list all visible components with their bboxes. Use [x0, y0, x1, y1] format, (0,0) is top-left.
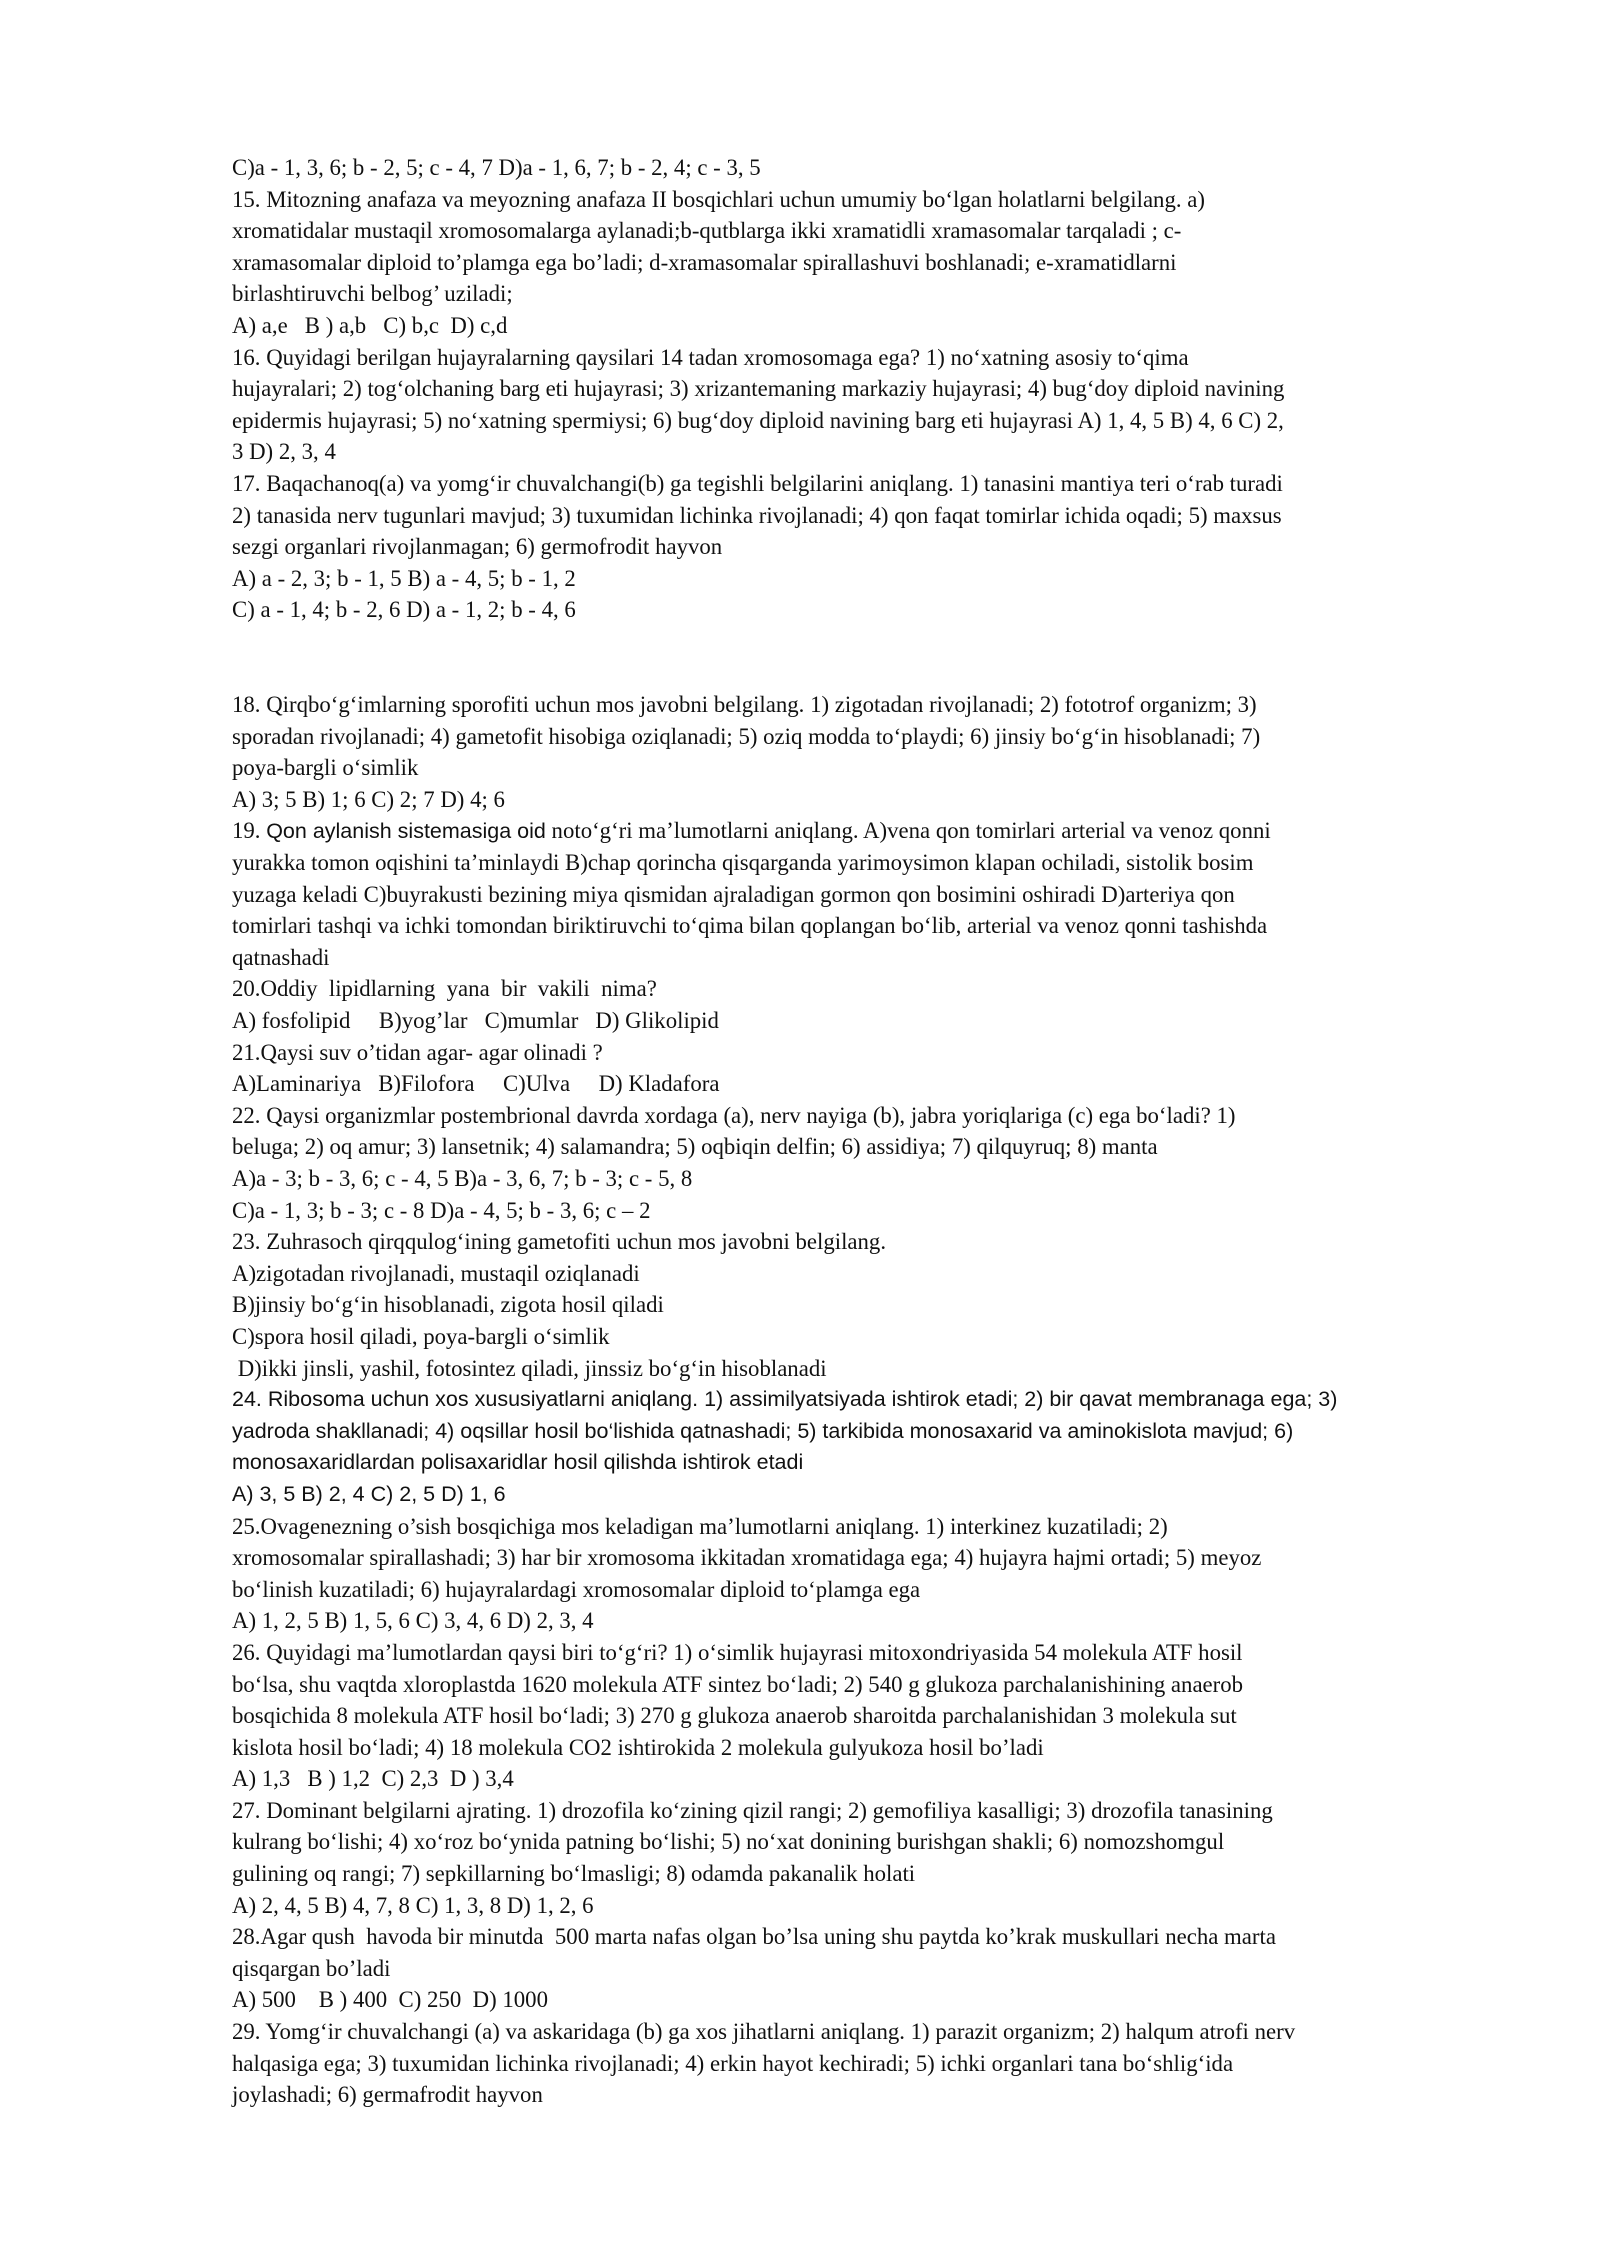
- text-line: yuzaga keladi C)buyrakusti bezining miya qismidan ajraladigan gormon qon bosimini oshiradi D)arteriya qon: [232, 881, 1235, 907]
- text-line: A) 2, 4, 5 B) 4, 7, 8 C) 1, 3, 8 D) 1, 2, 6: [232, 1892, 594, 1918]
- text-line: qisqargan bo’ladi: [232, 1955, 391, 1981]
- text-line: bo‘linish kuzatiladi; 6) hujayralardagi xromosomalar diploid to‘plamga ega: [232, 1576, 921, 1602]
- text-line: 21.Qaysi suv o’tidan agar- agar olinadi ?: [232, 1039, 603, 1065]
- questions-block-1: [232, 152, 1522, 626]
- text-line: beluga; 2) oq amur; 3) lansetnik; 4) salamandra; 5) oqbiqin delfin; 6) assidiya; 7) qilquyruq; 8) manta: [232, 1134, 1158, 1160]
- text-line: A) 3; 5 B) 1; 6 C) 2; 7 D) 4; 6: [232, 786, 505, 812]
- text-line: 22. Qaysi organizmlar postembrional davrda xordaga (a), nerv nayiga (b), jabra yoriqlariga (c) ega bo‘ladi? 1): [232, 1102, 1236, 1128]
- blank-gap: [232, 626, 1522, 689]
- text-line: yadroda shakllanadi; 4) oqsillar hosil bo‘lishida qatnashadi; 5) tarkibida monosaxarid va aminokislota mavjud; 6): [232, 1418, 1294, 1443]
- text-line: 29. Yomg‘ir chuvalchangi (a) va askaridaga (b) ga xos jihatlarni aniqlang. 1) parazit organizm; 2) halqum atrofi nerv: [232, 2019, 1296, 2045]
- text-line: A) a - 2, 3; b - 1, 5 B) a - 4, 5; b - 1, 2: [232, 565, 576, 591]
- questions-block-3: [232, 847, 1522, 1384]
- text-line: tomirlari tashqi va ichki tomondan biriktiruvchi to‘qima bilan qoplangan bo‘lib, arterial va venoz qonni tashishda: [232, 913, 1268, 939]
- text-line: A) 1, 2, 5 B) 1, 5, 6 C) 3, 4, 6 D) 2, 3, 4: [232, 1608, 594, 1634]
- text-line: bosqichida 8 molekula ATF hosil bo‘ladi; 3) 270 g glukoza anaerob sharoitda parchalanishidan 3 molekula sut: [232, 1703, 1237, 1729]
- text-line: A) a,e B ) a,b C) b,c D) c,d: [232, 312, 508, 338]
- document-text: [232, 152, 1522, 2111]
- text-line: A)Laminariya B)Filofora C)Ulva D) Kladafora: [232, 1071, 720, 1097]
- text-line: 24. Ribosoma uchun xos xususiyatlarni aniqlang. 1) assimilyatsiyada ishtirok etadi; 2) bir qavat membranaga ega; 3): [232, 1387, 1338, 1412]
- text-line: A)a - 3; b - 3, 6; c - 4, 5 B)a - 3, 6, 7; b - 3; c - 5, 8: [232, 1166, 693, 1191]
- questions-block-4: [232, 1511, 1522, 2111]
- text-line: monosaxaridlardan polisaxaridlar hosil qilishda ishtirok etadi: [232, 1450, 804, 1475]
- text-line: birlashtiruvchi belbog’ uziladi;: [232, 281, 513, 307]
- question-24-block: [232, 1384, 1522, 1510]
- text-line: 25.Ovagenezning o’sish bosqichiga mos keladigan ma’lumotlarni aniqlang. 1) interkinez kuzatiladi; 2): [232, 1513, 1168, 1539]
- text-line: 23. Zuhrasoch qirqqulog‘ining gametofiti uchun mos javobni belgilang.: [232, 1229, 887, 1255]
- text-line: sezgi organlari rivojlanmagan; 6) germofrodit hayvon: [232, 534, 723, 560]
- text-line: 17. Baqachanoq(a) va yomg‘ir chuvalchangi(b) ga tegishli belgilarini aniqlang. 1) tanasini mantiya teri o‘rab turadi: [232, 470, 1283, 496]
- text-line: 28.Agar qush havoda bir minutda 500 marta nafas olgan bo’lsa uning shu paytda ko’krak muskullari necha marta: [232, 1924, 1276, 1950]
- text-line: C)a - 1, 3, 6; b - 2, 5; c - 4, 7 D)a - 1, 6, 7; b - 2, 4; c - 3, 5: [232, 155, 761, 180]
- text-line: A) fosfolipid B)yog’lar C)mumlar D) Glikolipid: [232, 1008, 719, 1034]
- text-line: xramasomalar diploid to’plamga ega bo’ladi; d-xramasomalar spirallashuvi boshlanadi; e-xramatidlarni: [232, 249, 1177, 275]
- text-line: 20.Oddiy lipidlarning yana bir vakili nima?: [232, 976, 657, 1002]
- questions-block-2: [232, 689, 1522, 815]
- text-line: 27. Dominant belgilarni ajrating. 1) drozofila ko‘zining qizil rangi; 2) gemofiliya kasalligi; 3) drozofila tanasining: [232, 1797, 1273, 1823]
- text-line: xromatidalar mustaqil xromosomalarga aylanadi;b-qutblarga ikki xramatidli xramasomalar tarqaladi ; c-: [232, 218, 1182, 244]
- text-line: epidermis hujayrasi; 5) no‘xatning spermiysi; 6) bug‘doy diploid navining barg eti hujayrasi A) 1, 4, 5 B) 4, 6 C) 2,: [232, 407, 1284, 433]
- text-line: hujayralari; 2) tog‘olchaning barg eti hujayrasi; 3) xrizantemaning markaziy hujayrasi; 4) bug‘doy diploid navining: [232, 376, 1285, 402]
- text-line: A) 3, 5 B) 2, 4 C) 2, 5 D) 1, 6: [232, 1481, 506, 1506]
- text-line: D)ikki jinsli, yashil, fotosintez qiladi, jinssiz bo‘g‘in hisoblanadi: [232, 1355, 827, 1381]
- text-line: gulining oq rangi; 7) sepkillarning bo‘lmasligi; 8) odamda pakanalik holati: [232, 1861, 916, 1887]
- text-line: kulrang bo‘lishi; 4) xo‘roz bo‘ynida patning bo‘lishi; 5) no‘xat donining burishgan shakli; 6) nomozshomgul: [232, 1829, 1225, 1855]
- text-line: C)spora hosil qiladi, poya-bargli o‘simlik: [232, 1323, 610, 1349]
- text-line: 2) tanasida nerv tugunlari mavjud; 3) tuxumidan lichinka rivojlanadi; 4) qon faqat tomirlar ichida oqadi; 5) maxsus: [232, 502, 1282, 528]
- text-line: A) 1,3 B ) 1,2 C) 2,3 D ) 3,4: [232, 1766, 514, 1792]
- text-line: halqasiga ega; 3) tuxumidan lichinka rivojlanadi; 4) erkin hayot kechiradi; 5) ichki organlari tana bo‘shlig‘ida: [232, 2050, 1234, 2076]
- text-line: 26. Quyidagi ma’lumotlardan qaysi biri to‘g‘ri? 1) o‘simlik hujayrasi mitoxondriyasida 54 molekula ATF hosil: [232, 1639, 1243, 1665]
- text-line: sporadan rivojlanadi; 4) gametofit hisobiga oziqlanadi; 5) oziq modda to‘playdi; 6) jinsiy bo‘g‘in hisoblanadi; 7): [232, 723, 1261, 749]
- text-line: 15. Mitozning anafaza va meyozning anafaza II bosqichlari uchun umumiy bo‘lgan holatlarni belgilang. a): [232, 186, 1205, 212]
- text-line: 16. Quyidagi berilgan hujayralarning qaysilari 14 tadan xromosomaga ega? 1) no‘xatning asosiy to‘qima: [232, 344, 1189, 370]
- text-line: qatnashadi: [232, 944, 330, 970]
- text-line: 3 D) 2, 3, 4: [232, 439, 336, 465]
- text-line: yurakka tomon oqishini ta’minlaydi B)chap qorincha qisqarganda yarimoysimon klapan ochiladi, sistolik bosim: [232, 850, 1254, 876]
- text-line: kislota hosil bo‘ladi; 4) 18 molekula CO2 ishtirokida 2 molekula gulyukoza hosil bo’ladi: [232, 1734, 1044, 1760]
- text-line: B)jinsiy bo‘g‘in hisoblanadi, zigota hosil qiladi: [232, 1292, 664, 1318]
- text-line: xromosomalar spirallashadi; 3) har bir xromosoma ikkitadan xromatidaga ega; 4) hujayra hajmi ortadi; 5) meyoz: [232, 1545, 1262, 1571]
- text-line: C)a - 1, 3; b - 3; c - 8 D)a - 4, 5; b - 3, 6; c – 2: [232, 1197, 651, 1223]
- text-line: joylashadi; 6) germafrodit hayvon: [232, 2082, 543, 2108]
- text-line: A) 500 B ) 400 C) 250 D) 1000: [232, 1987, 548, 2013]
- text-line: poya-bargli o‘simlik: [232, 755, 419, 781]
- text-line: bo‘lsa, shu vaqtda xloroplastda 1620 molekula ATF sintez bo‘ladi; 2) 540 g glukoza parchalanishining anaerob: [232, 1671, 1244, 1697]
- text-line: A)zigotadan rivojlanadi, mustaqil oziqlanadi: [232, 1260, 640, 1286]
- question-19-line: 19. Qon aylanish sistemasiga oid noto‘g‘ri ma’lumotlarni aniqlang. A)vena qon tomirlari arterial va venoz qonni: [232, 818, 1271, 844]
- text-line: 18. Qirqbo‘g‘imlarning sporofiti uchun mos javobni belgilang. 1) zigotadan rivojlanadi; 2) fototrof organizm; 3): [232, 692, 1257, 718]
- text-line: C) a - 1, 4; b - 2, 6 D) a - 1, 2; b - 4, 6: [232, 597, 576, 623]
